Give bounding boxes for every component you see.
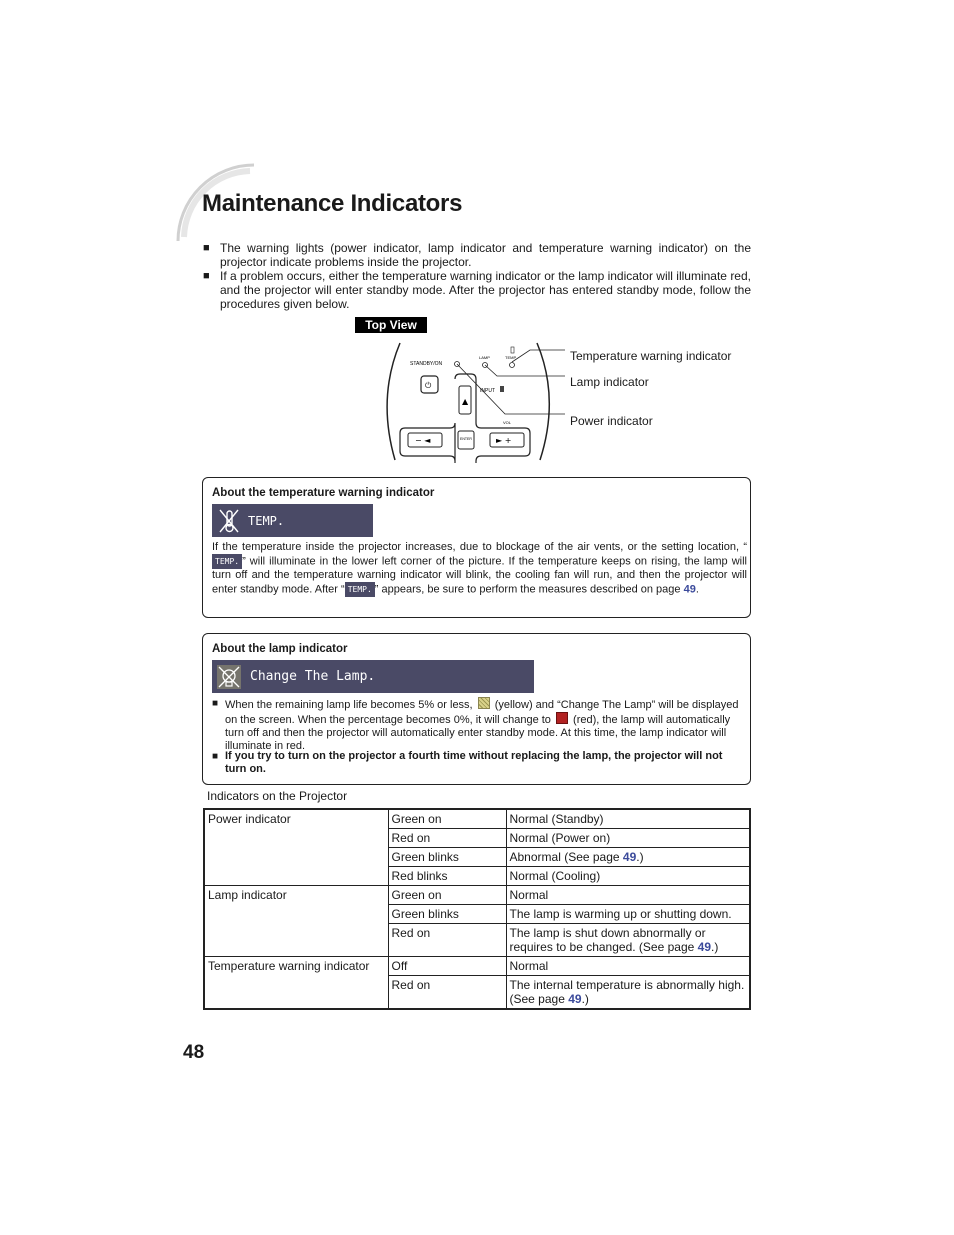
enter-label: ENTER [460, 437, 472, 441]
intro-bullet-text: If a problem occurs, either the temperature warning indicator or the lamp indicator will illuminate red, and the projector will enter standby mode. After the projector has entered standby mode, follow the procedures given below. [220, 269, 751, 311]
callout-temperature-warning-indicator: Temperature warning indicator [570, 349, 732, 363]
lamp-bullet [212, 697, 744, 753]
temp-osd-text: TEMP. [248, 513, 285, 528]
temp-box-title: About the temperature warning indicator [212, 487, 435, 499]
bullet-square-icon: ■ [203, 242, 210, 254]
table-row [204, 809, 750, 829]
intro-bullet [203, 241, 751, 269]
meaning-cell: Normal [506, 957, 750, 976]
temp-box-description [212, 541, 747, 597]
bullet-square-icon: ■ [203, 270, 210, 282]
callout-lamp-indicator: Lamp indicator [570, 375, 649, 389]
lamp-osd-display [212, 660, 534, 693]
vol-label: VOL [503, 420, 512, 425]
projector-top-view-diagram [375, 338, 575, 463]
meaning-cell [506, 924, 750, 957]
temperature-warning-info-box [202, 477, 751, 618]
temp-desc-part: If the temperature inside the projector increases, due to blockage of the air vents, or the setting location, “ [212, 541, 747, 553]
lamp-text-part: (red), the lamp will automatically turn off and then the projector will automatically enter standby mode. At this time, the lamp indicator will illuminate in red. [225, 714, 731, 752]
meaning-text: .) [636, 850, 644, 864]
table-row [204, 957, 750, 976]
temp-indicator-led [510, 363, 515, 368]
bullet-square-icon: ■ [212, 698, 219, 709]
bullet-square-icon: ■ [212, 751, 219, 762]
page-link-49[interactable]: 49 [697, 940, 711, 954]
temp-chip: TEMP. [212, 554, 242, 569]
temp-label: TEMP [505, 355, 517, 360]
indicators-table [203, 808, 751, 1010]
meaning-text: .) [581, 992, 589, 1006]
state-cell: Green blinks [388, 905, 506, 924]
lamp-label: LAMP [479, 355, 490, 360]
callout-line-lamp [485, 365, 565, 376]
red-lamp-icon [556, 712, 568, 724]
lamp-warning-icon [216, 664, 242, 690]
temp-osd-display [212, 504, 373, 537]
input-label: INPUT [480, 388, 495, 394]
intro-bullet-text: The warning lights (power indicator, lamp indicator and temperature warning indicator) on the projector indicate problems inside the projector. [220, 241, 751, 269]
input-icon [500, 386, 504, 392]
state-cell: Red blinks [388, 867, 506, 886]
temp-desc-part: ” appears, be sure to perform the measures described on page [374, 583, 684, 596]
page-title: Maintenance Indicators [202, 190, 463, 217]
callout-line-temp [512, 350, 565, 362]
state-cell: Off [388, 957, 506, 976]
indicator-name-cell: Lamp indicator [204, 886, 388, 957]
meaning-cell: Normal [506, 886, 750, 905]
lamp-bullet-text [225, 697, 744, 753]
meaning-text: .) [711, 940, 719, 954]
right-plus-icon: ► + [496, 436, 512, 445]
page-link-49[interactable]: 49 [568, 992, 582, 1006]
up-arrow-icon: ▲ [462, 397, 469, 406]
indicator-name-cell: Temperature warning indicator [204, 957, 388, 1010]
lamp-osd-text: Change The Lamp. [250, 669, 376, 684]
temp-desc-part: . [695, 583, 699, 596]
lamp-text-part: (yellow) and “Change The Lamp” will be displayed on the screen. When the percentage becomes 0%, it will change to [225, 699, 739, 726]
state-cell: Green on [388, 886, 506, 905]
state-cell: Red on [388, 829, 506, 848]
state-cell: Red on [388, 976, 506, 1010]
power-symbol-icon: ⏻ [425, 381, 432, 390]
lamp-box-title: About the lamp indicator [212, 643, 348, 655]
page-number: 48 [183, 1042, 205, 1063]
page-link-49[interactable]: 49 [683, 583, 696, 596]
lamp-text-part: When the remaining lamp life becomes 5% or less, [225, 699, 476, 711]
thermometer-warning-icon [218, 508, 240, 534]
state-cell: Green on [388, 809, 506, 829]
temp-desc-part: ” will illuminate in the lower left corner of the picture. If the temperature keeps on rising, the lamp will turn off and the temperature warning indicator will blink, the cooling fan will run, and then the projector will enter standby mode. After “ [212, 555, 747, 596]
meaning-text: The lamp is shut down abnormally or requires to be changed. (See page [509, 926, 706, 954]
lamp-warning-bullet [212, 750, 744, 776]
lamp-indicator-info-box [202, 633, 751, 785]
yellow-lamp-icon [478, 697, 490, 709]
meaning-cell: Normal (Power on) [506, 829, 750, 848]
minus-left-icon: − ◄ [415, 436, 431, 445]
table-row [204, 886, 750, 905]
callout-power-indicator: Power indicator [570, 414, 653, 428]
top-view-label: Top View [355, 317, 427, 333]
intro-bullets [203, 241, 751, 311]
meaning-text: Abnormal (See page [509, 850, 623, 864]
temp-chip: TEMP. [345, 582, 375, 597]
meaning-text: The internal temperature is abnormally high. (See page [509, 978, 745, 1006]
temp-indicator-icon [511, 347, 514, 353]
lamp-warning-text: If you try to turn on the projector a fourth time without replacing the lamp, the projector will not turn on. [225, 750, 723, 775]
meaning-cell [506, 976, 750, 1010]
state-cell: Green blinks [388, 848, 506, 867]
standby-on-label: STANDBY/ON [410, 361, 443, 367]
state-cell: Red on [388, 924, 506, 957]
intro-bullet [203, 269, 751, 311]
meaning-cell [506, 848, 750, 867]
meaning-cell: Normal (Cooling) [506, 867, 750, 886]
meaning-cell: Normal (Standby) [506, 809, 750, 829]
indicator-name-cell: Power indicator [204, 809, 388, 886]
meaning-cell: The lamp is warming up or shutting down. [506, 905, 750, 924]
page-link-49[interactable]: 49 [622, 850, 637, 864]
table-caption: Indicators on the Projector [207, 789, 348, 803]
